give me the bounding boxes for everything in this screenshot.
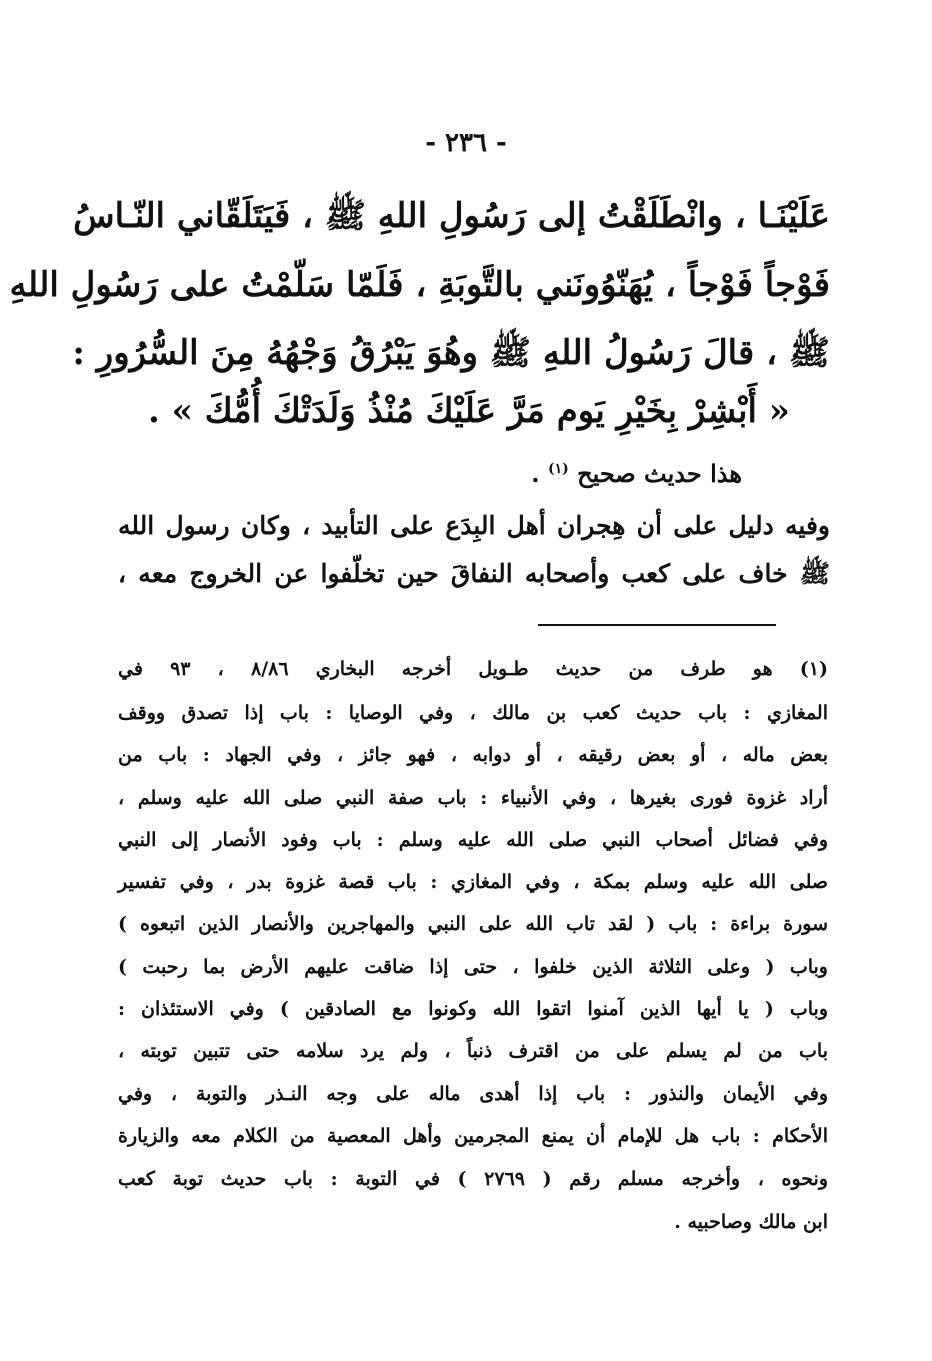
main-text-line: فَوْجاً فَوْجاً ، يُهَنّوُونَني بالتَّوبَةِ ، فَلَمّا سَلّمْتُ على رَسُولِ اللهِ (9, 265, 830, 305)
main-text-line: عَلَيْنَـا ، وانْطَلَقْتُ إلى رَسُولِ اللهِ ﷺ ، فَيَتَلَقّاني النّـاسُ (73, 196, 830, 236)
hadith-grade (531, 452, 742, 491)
footnote-line: وباب ( يا أيها الذين آمنوا اتقوا الله وكونوا مع الصادقين ) وفي الاستئذان : (118, 998, 828, 1020)
footnote-line: باب من لم يسلم على من اقترف ذنباً ، ولم يرد سلامه حتى تتبين توبته ، (118, 1040, 828, 1062)
main-text-line: « أَبْشِرْ بِخَيْرِ يَوم مَرَّ عَلَيْكَ مُنْذُ وَلَدَتْكَ أُمُّكَ » . (147, 391, 790, 431)
footnote-line: صلى الله عليه وسلم بمكة ، وفي المغازي : باب قصة غزوة بدر ، وفي تفسير (118, 871, 828, 893)
page-number: - ٢٣٦ - (425, 128, 507, 158)
hadith-grade-text: هذا حديث صحيح (577, 459, 742, 488)
footnote-line: سورة براءة : باب ( لقد تاب الله على النبي والمهاجرين والأنصار الذين اتبعوه ) (118, 913, 828, 935)
footnote-line: أراد غزوة فورى بغيرها ، وفي الأنبياء : باب صفة النبي صلى الله عليه وسلم ، (118, 787, 828, 809)
body-text-line: وفيه دليل على أن هِجران أهل البِدَع على التأبيد ، وكان رسول الله (118, 511, 830, 540)
footnote-line: الأحكام : باب هل للإمام أن يمنع المجرمين وأهل المعصية من الكلام معه والزيارة (118, 1125, 829, 1147)
footnote-line: بعض ماله ، أو بعض رقيقه ، أو دوابه ، فهو جائز ، وفي الجهاد : باب من (118, 744, 828, 766)
footnote-line: ابن مالك وصاحبيه . (674, 1211, 828, 1233)
footnote-divider (538, 624, 776, 626)
footnote-line: وفي الأيمان والنذور : باب إذا أهدى ماله على وجه النـذر والتوبة ، وفي (118, 1083, 828, 1105)
body-text-line: ﷺ خاف على كعب وأصحابه النفاقَ حين تخلّفوا عن الخروج معه ، (118, 559, 830, 588)
main-text-line: ﷺ ، قالَ رَسُولُ اللهِ ﷺ وهُوَ يَبْرُقُ وَجْهُهُ مِنَ السُّرُورِ : (72, 333, 830, 373)
footnote-line: المغازي : باب حديث كعب بن مالك ، وفي الوصايا : باب إذا تصدق ووقف (118, 702, 828, 724)
footnote-line: وباب ( وعلى الثلاثة الذين خلفوا ، حتى إذا ضاقت عليهم الأرض بما رحبت ) (118, 956, 828, 978)
footnote-line: ونحوه ، وأخرجه مسلم رقم ( ٢٧٦٩ ) في التوبة : باب حديث توبة كعب (118, 1168, 829, 1190)
footnote-line: وفي فضائل أصحاب النبي صلى الله عليه وسلم : باب وفود الأنصار إلى النبي (118, 829, 828, 851)
hadith-grade-trailing: . (531, 459, 540, 488)
footnote-line: (١) هو طرف من حديث طـويل أخرجه البخاري ٨/٨٦ ، ٩٣ في (118, 658, 828, 680)
footnote-reference: (١) (547, 461, 569, 477)
